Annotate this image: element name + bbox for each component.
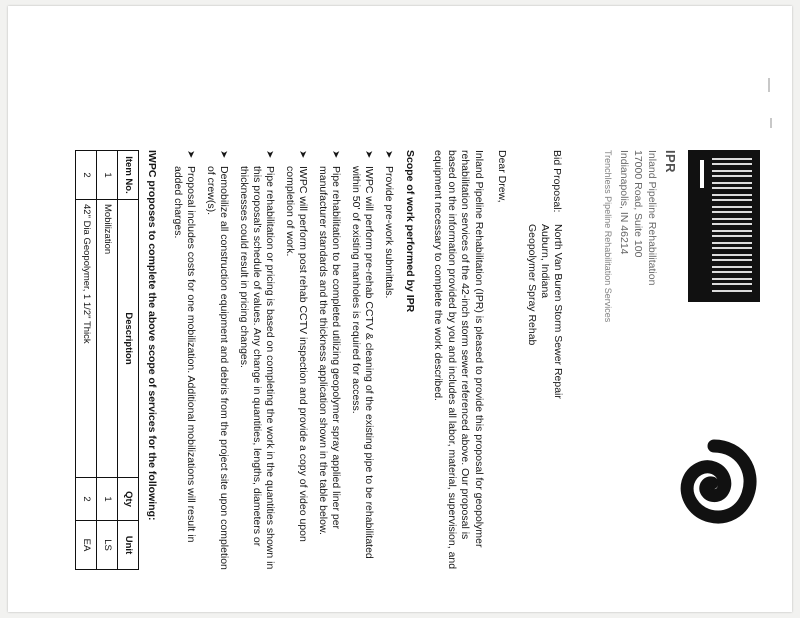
company-tagline: Trenchless Pipeline Rehabilitation Services [603,150,613,323]
subject-block [525,150,564,570]
subject-line-3: Geopolymer Spray Rehab [526,224,538,346]
letterhead-company-block [601,150,678,400]
cell-qty: 1 [97,478,118,521]
barcode-stripes [712,158,752,294]
scope-item-text: Provide pre-work submittals. [383,166,395,299]
company-name: IPR [663,150,678,173]
scope-item-text: IWPC will perform pre-rehab CCTV & cleaning of the existing pipe to be rehabilitated within 50' of existing manholes is required for access. [350,166,375,559]
cell-unit: EA [76,521,97,570]
cell-description: Mobilization [97,200,118,478]
bullet-arrow-icon: ➤ [264,150,275,159]
company-address-line-1: Inland Pipeline Rehabilitation [646,150,658,286]
bullet-arrow-icon: ➤ [363,150,374,159]
company-address-line-2: 17000 Road, Suite 100 [632,150,644,258]
bullet-arrow-icon: ➤ [218,150,229,159]
company-address-line-3: Indianapolis, IN 46214 [618,150,630,255]
bullet-arrow-icon: ➤ [383,150,394,159]
cell-item-no: 2 [76,151,97,200]
bullet-arrow-icon: ➤ [297,150,308,159]
table-row [76,151,97,570]
scope-list [171,150,395,570]
column-header-qty: Qty [118,478,139,521]
cell-unit: LS [97,521,118,570]
cell-item-no: 1 [97,151,118,200]
schedule-of-values-table [75,150,139,570]
salutation: Dear Drew, [496,150,508,203]
subject-line-2: Auburn, Indiana [539,224,551,299]
subject-label: Bid Proposal: [551,150,563,213]
table-row [97,151,118,570]
letter-body [75,150,564,570]
list-item [349,150,375,570]
ipr-swoosh-logo [668,432,760,524]
barcode-underline [700,160,704,188]
list-item [171,150,197,570]
scope-heading: Scope of work performed by IPR [404,150,416,313]
proposes-line: IWPC proposes to complete the above scope of services for the following: [146,150,158,521]
column-header-unit: Unit [118,521,139,570]
cell-qty: 2 [76,478,97,521]
list-item [316,150,342,570]
list-item [204,150,230,570]
subject-line-1: North Van Buren Storm Sewer Repair [552,224,564,399]
bullet-arrow-icon: ➤ [185,150,196,159]
list-item [237,150,276,570]
scope-item-text: IWPC will perform post rehab CCTV inspection and provide a copy of video upon completion of work. [284,166,309,542]
intro-paragraph: Inland Pipeline Rehabilitation (IPR) is pleased to provide this proposal for geopolymer rehabilitation services of the 42-inch storm sewer referenced above. Our proposal is based on the information provided by you and includes all labor, material, supervision, and equipment necessary to complete the work described. [432,150,485,570]
column-header-item-no: Item No. [118,151,139,200]
scope-item-text: Proposal includes costs for one mobilization. Additional mobilizations will result in added charges. [172,166,197,543]
bullet-arrow-icon: ➤ [330,150,341,159]
scope-item-text: Demobilize all construction equipment and debris from the project site upon completion of crew(s). [205,166,230,570]
scope-item-text: Pipe rehabilitation or pricing is based on completing the work in the quantities shown in this proposal's schedule of values. Any change in quantities, lengths, diameters or thicknesses could result in pricing changes. [238,166,276,570]
subject-values [525,224,564,399]
table-header-row [118,151,139,570]
scanned-barcode-block [688,150,760,302]
cell-description: 42" Dia Geopolymer, 1 1/2" Thick [76,200,97,478]
scope-item-text: Pipe rehabilitation to be completed utilizing geopolymer spray applied liner per manufacturer standards and the thickness application shown in the table below. [317,166,342,535]
list-item [283,150,309,570]
list-item [382,150,395,570]
column-header-description: Description [118,200,139,478]
